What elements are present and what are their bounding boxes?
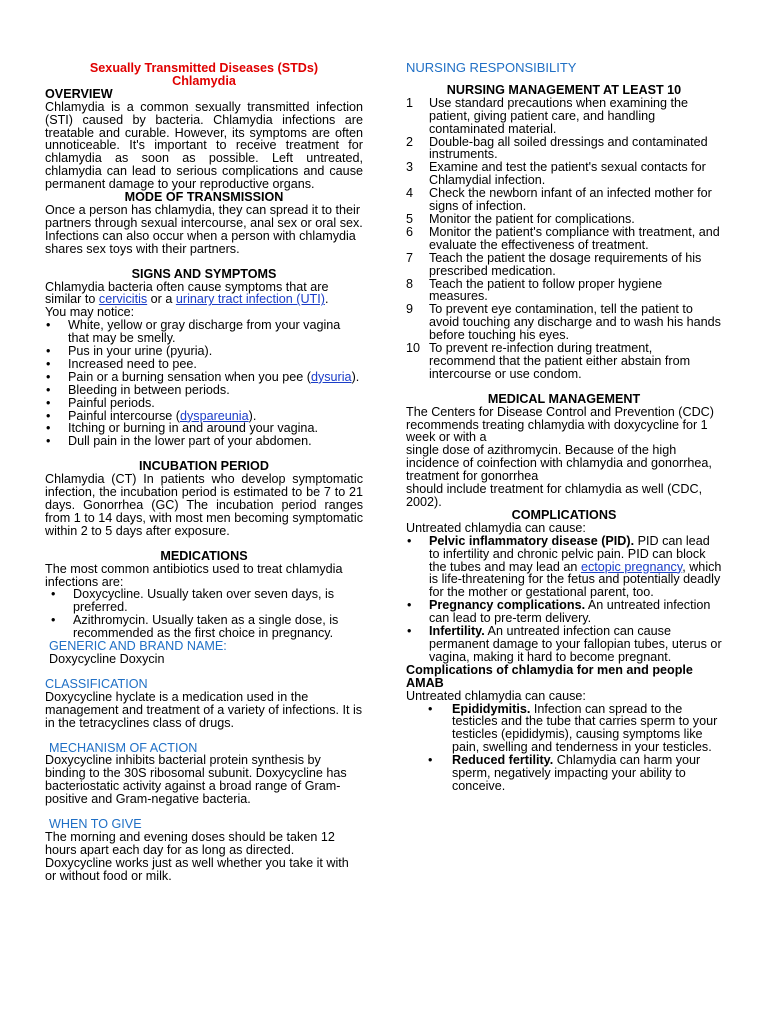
nursing-item bbox=[406, 97, 722, 136]
item-text: To prevent re-infection during treatment, recommend that the patient either abstain from intercourse or use condom. bbox=[429, 341, 691, 381]
item-text: To prevent eye contamination, tell the patient to avoid touching any discharge and to wash his hands before touching his eyes. bbox=[429, 302, 721, 343]
overview-text: Chlamydia is a common sexually transmitted infection (STI) caused by bacteria. Chlamydia infections are treatable and curable. However, its symptoms are often unnoticeable. It's important to receive treatment for chlamydia as soon as possible. Left untreated, chlamydia can lead to serious complications and cause permanent damage to your reproductive organs. bbox=[45, 99, 363, 192]
item-number: 9 bbox=[406, 302, 414, 317]
nursing-subheading: NURSING MANAGEMENT AT LEAST 10 bbox=[446, 82, 682, 97]
item-text: Examine and test the patient's sexual contacts for Chlamydial infection. bbox=[429, 160, 706, 188]
incubation-text: Chlamydia (CT) In patients who develop symptomatic infection, the incubation period is estimated to be 7 to 21 days. Gonorrhea (GC) The incubation period ranges from 1 to 14 days, with most men becoming symptomatic within 2 to 5 days after exposure. bbox=[45, 472, 363, 538]
nursing-item bbox=[406, 187, 722, 213]
list-item: • Dull pain in the lower part of your abdomen. bbox=[45, 435, 363, 448]
item-number: 7 bbox=[406, 250, 414, 265]
item-number: 10 bbox=[406, 341, 421, 356]
item-number: 2 bbox=[406, 134, 414, 149]
mode-text: Once a person has chlamydia, they can spread it to their partners through sexual intercourse, anal sex or oral sex. Infections can also occur when a person with chlamydia shares sex toys with their partners. bbox=[45, 202, 363, 256]
doc-subtitle: Chlamydia bbox=[172, 73, 236, 88]
medical-heading: MEDICAL MANAGEMENT bbox=[487, 391, 641, 406]
link-dyspareunia[interactable]: dyspareunia bbox=[180, 408, 249, 423]
nursing-item bbox=[406, 278, 722, 304]
medications-heading: MEDICATIONS bbox=[160, 548, 248, 563]
list-item: • Reduced fertility. Chlamydia can harm your sperm, negatively impacting your ability to conceive. bbox=[406, 754, 722, 793]
list-item: • White, yellow or gray discharge from your vagina that may be smelly. bbox=[45, 319, 363, 345]
generic-text: Doxycycline Doxycin bbox=[49, 651, 165, 666]
complications-list bbox=[406, 535, 722, 664]
list-item: • Pelvic inflammatory disease (PID). PID can lead to infertility and chronic pelvic pain. PID can block the tubes and may lead an ectopic pregnancy, which is life-threatening for the fetus and potentially deadly for the mother or gestational parent, too. bbox=[406, 535, 722, 600]
list-item: • Pain or a burning sensation when you pee (dysuria). bbox=[45, 371, 363, 384]
mechanism-heading: MECHANISM OF ACTION bbox=[49, 740, 198, 755]
signs-intro: Chlamydia bacteria often cause symptoms that are similar to cervicitis or a urinary tract infection (UTI). bbox=[45, 279, 329, 307]
item-text: Teach the patient to follow proper hygiene measures. bbox=[429, 276, 663, 304]
item-text: Monitor the patient for complications. bbox=[429, 211, 635, 226]
medical-text-2: single dose of azithromycin. Because of the high incidence of coinfection with chlamydia and gonorrhea, treatment for gonorrhea bbox=[406, 443, 712, 484]
list-item: • Doxycycline. Usually taken over seven days, is preferred. bbox=[45, 588, 363, 614]
item-number: 1 bbox=[406, 95, 414, 110]
doc-title: Sexually Transmitted Diseases (STDs) bbox=[89, 61, 319, 75]
when-text: The morning and evening doses should be taken 12 hours apart each day for as long as directed. Doxycycline works just as well whether you take it with or without food or milk. bbox=[45, 829, 349, 883]
item-number: 4 bbox=[406, 186, 414, 201]
list-item: • Azithromycin. Usually taken as a single dose, is recommended as the first choice in pregnancy. bbox=[45, 614, 363, 640]
nursing-heading: NURSING RESPONSIBILITY bbox=[406, 60, 577, 75]
list-item: • Itching or burning in and around your vagina. bbox=[45, 422, 363, 435]
nursing-item bbox=[406, 161, 722, 187]
nursing-item bbox=[406, 136, 722, 162]
right-column bbox=[406, 62, 722, 793]
item-text: Use standard precautions when examining the patient, giving patient care, and handling contaminated material. bbox=[429, 95, 689, 136]
nursing-item bbox=[406, 303, 722, 342]
men-complications-intro: Untreated chlamydia can cause: bbox=[406, 688, 586, 703]
complications-heading: COMPLICATIONS bbox=[511, 507, 617, 522]
medications-list bbox=[45, 588, 363, 640]
item-text: Monitor the patient's compliance with treatment, and evaluate the effectiveness of treatment. bbox=[429, 224, 720, 252]
medical-text-1: The Centers for Disease Control and Prevention (CDC) recommends treating chlamydia with doxycycline for 1 week or with a bbox=[406, 404, 714, 445]
nursing-item bbox=[406, 342, 722, 381]
nursing-list bbox=[406, 97, 722, 381]
signs-heading: SIGNS AND SYMPTOMS bbox=[131, 266, 277, 281]
item-number: 5 bbox=[406, 211, 414, 226]
classification-heading: CLASSIFICATION bbox=[45, 676, 148, 691]
mode-heading: MODE OF TRANSMISSION bbox=[124, 190, 284, 205]
nursing-item bbox=[406, 252, 722, 278]
medications-intro: The most common antibiotics used to treat chlamydia infections are: bbox=[45, 561, 343, 589]
nursing-item bbox=[406, 226, 722, 252]
complications-intro: Untreated chlamydia can cause: bbox=[406, 520, 586, 535]
medical-text-3: should include treatment for chlamydia as well (CDC, 2002). bbox=[406, 482, 703, 509]
when-heading: WHEN TO GIVE bbox=[49, 817, 142, 832]
signs-notice: You may notice: bbox=[45, 305, 135, 320]
list-item: • Pus in your urine (pyuria). bbox=[45, 345, 363, 358]
left-column bbox=[45, 62, 363, 883]
incubation-heading: INCUBATION PERIOD bbox=[139, 459, 269, 474]
link-dysuria[interactable]: dysuria bbox=[310, 369, 352, 384]
list-item: • Painful periods. bbox=[45, 397, 363, 410]
men-complications-list bbox=[406, 703, 722, 793]
item-number: 8 bbox=[406, 276, 414, 291]
signs-list bbox=[45, 319, 363, 448]
classification-text: Doxycycline hyclate is a medication used in the management and treatment of a variety of infections. It is in the tetracyclines class of drugs. bbox=[45, 689, 363, 730]
item-text: Double-bag all soiled dressings and contaminated instruments. bbox=[429, 134, 708, 162]
item-text: Check the newborn infant of an infected mother for signs of infection. bbox=[429, 186, 712, 214]
mechanism-text: Doxycycline inhibits bacterial protein synthesis by binding to the 30S ribosomal subunit. Doxycycline has bacteriostatic activity against a broad range of Gram-positive and Gram-negative bacteria. bbox=[45, 753, 347, 807]
item-text: Teach the patient the dosage requirements of his prescribed medication. bbox=[429, 250, 702, 278]
generic-heading: GENERIC AND BRAND NAME: bbox=[49, 639, 227, 654]
men-complications-heading: Complications of chlamydia for men and people AMAB bbox=[406, 662, 693, 690]
list-item: • Infertility. An untreated infection can cause permanent damage to your fallopian tubes, uterus or vagina, making it hard to become pregnant. bbox=[406, 625, 722, 664]
list-item: • Painful intercourse (dyspareunia). bbox=[45, 410, 363, 423]
link-cervicitis[interactable]: cervicitis bbox=[98, 292, 148, 307]
overview-heading: OVERVIEW bbox=[45, 86, 113, 101]
list-item: • Epididymitis. Infection can spread to the testicles and the tube that carries sperm to your testicles (epididymis), causing symptoms like pain, swelling and tenderness in your testicles. bbox=[406, 703, 722, 755]
list-item: • Bleeding in between periods. bbox=[45, 384, 363, 397]
link-uti[interactable]: urinary tract infection (UTI) bbox=[175, 292, 325, 307]
list-item: • Pregnancy complications. An untreated infection can lead to pre-term delivery. bbox=[406, 599, 722, 625]
list-item: • Increased need to pee. bbox=[45, 358, 363, 371]
link-ectopic-pregnancy[interactable]: ectopic pregnancy bbox=[580, 559, 683, 574]
item-number: 6 bbox=[406, 224, 414, 239]
item-number: 3 bbox=[406, 160, 414, 175]
